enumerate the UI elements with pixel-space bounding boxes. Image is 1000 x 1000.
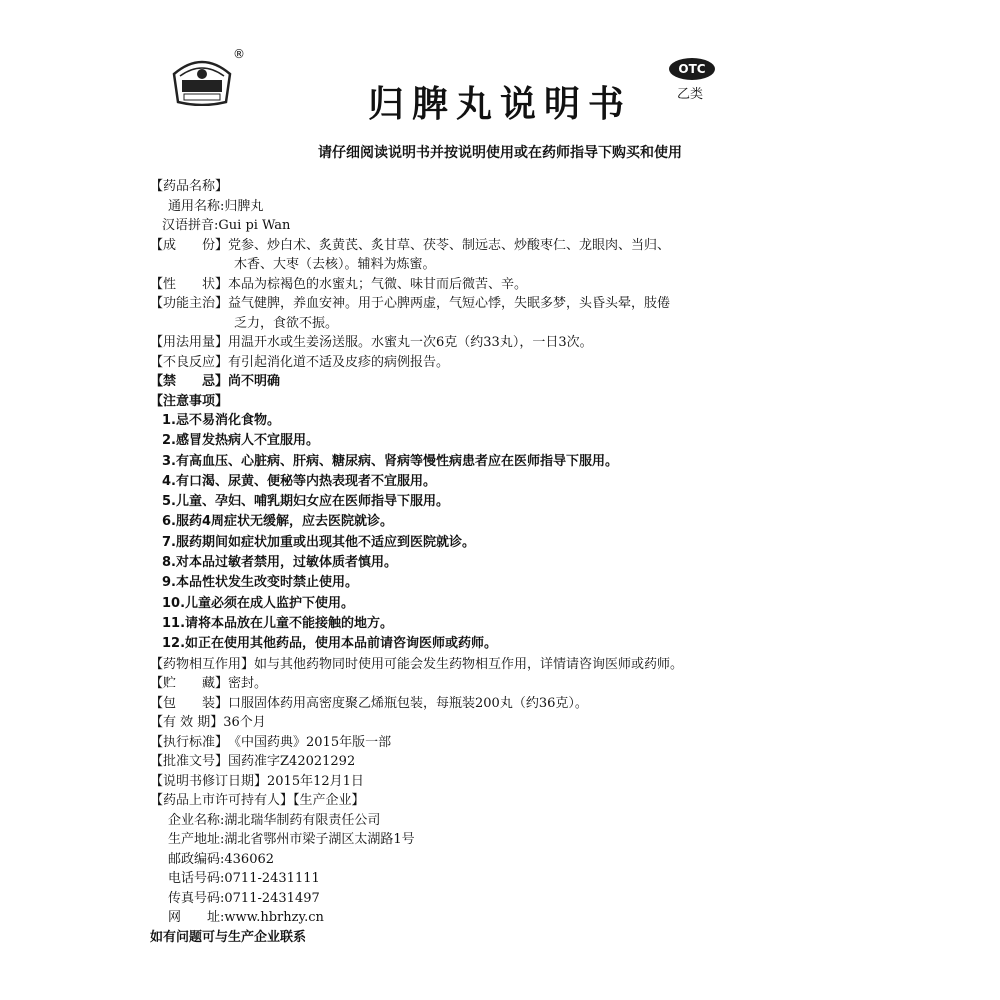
pinyin-label: 汉语拼音: [162,218,219,233]
indications-label: 【功能主治】 [150,296,229,311]
contraindications-label: 【禁 忌】 [150,374,229,389]
package-label: 【包 装】 [150,695,229,711]
precaution-item: 9.本品性状发生改变时禁止使用。 [162,575,358,591]
fax-row [150,889,800,909]
postal-row [150,850,800,870]
drug-name-heading: 【药品名称】 [150,179,229,194]
phone-label: 电话号码: [168,871,225,887]
fax-label: 传真号码: [168,890,225,906]
company-value: 湖北瑞华制药有限责任公司 [224,812,381,828]
precaution-item: 3.有高血压、心脏病、肝病、糖尿病、肾病等慢性病患者应在医师指导下服用。 [162,453,618,469]
package-text: 口服固体药用高密度聚乙烯瓶包装，每瓶装200丸（约36克）。 [228,695,588,711]
description-text: 本品为棕褐色的水蜜丸；气微、味甘而后微苦、辛。 [228,276,528,292]
revision-text: 2015年12月1日 [267,773,364,789]
contraindications-text: 尚不明确 [228,374,281,389]
company-row [150,811,800,831]
manufacturer-heading: 【药品上市许可持有人】【生产企业】 [150,793,365,809]
storage-row [150,674,800,694]
adverse-text: 有引起消化道不适及皮疹的病例报告。 [228,354,450,370]
precautions-list [150,411,800,655]
website-value: www.hbrhzy.cn [224,910,324,926]
approval-row [150,752,800,772]
common-name-label: 通用名称: [168,198,225,214]
indications-line2: 乏力，食欲不振。 [234,315,339,331]
dosage-text: 用温开水或生姜汤送服。水蜜丸一次6克（约33丸），一日3次。 [228,335,593,350]
interactions-label: 【药物相互作用】 [150,656,255,672]
pinyin-row [150,216,800,236]
reading-advice: 请仔细阅读说明书并按说明使用或在药师指导下购买和使用 [318,145,682,161]
precaution-item: 5.儿童、孕妇、哺乳期妇女应在医师指导下服用。 [162,494,449,510]
otc-class: 乙类 [677,87,704,102]
common-name-value: 归脾丸 [224,198,264,214]
address-value: 湖北省鄂州市梁子湖区太湖路1号 [224,832,415,848]
revision-label: 【说明书修订日期】 [150,773,268,789]
interactions-row [150,655,800,675]
description-label: 【性 状】 [150,276,229,292]
precaution-item: 11.请将本品放在儿童不能接触的地方。 [162,615,394,631]
standard-text: 《中国药典》2015年版一部 [228,734,392,750]
pinyin-value: Gui pi Wan [218,218,291,233]
dosage-label: 【用法用量】 [150,335,229,350]
otc-badge: OTC [669,58,715,80]
package-row [150,694,800,714]
company-label: 企业名称: [168,812,225,828]
common-name-row [150,197,800,217]
precaution-item: 12.如正在使用其他药品，使用本品前请咨询医师或药师。 [162,636,498,652]
ingredients-line1: 党参、炒白术、炙黄芪、炙甘草、茯苓、制远志、炒酸枣仁、龙眼肉、当归、 [228,237,671,253]
validity-row [150,713,800,733]
postal-label: 邮政编码: [168,851,225,867]
website-row [150,908,800,928]
address-row [150,830,800,850]
ingredients-row [150,236,800,256]
ingredients-label: 【成 份】 [150,237,229,253]
document-title: 归脾丸说明书 [367,84,632,125]
standard-label: 【执行标准】 [150,734,229,750]
approval-label: 【批准文号】 [150,754,229,770]
precaution-item: 10.儿童必须在成人监护下使用。 [162,595,355,611]
validity-label: 【有 效 期】 [150,715,224,731]
validity-text: 36个月 [223,715,266,731]
approval-text: 国药准字Z42021292 [228,754,356,770]
indications-line1: 益气健脾，养血安神。用于心脾两虚，气短心悸，失眠多梦，头昏头晕，肢倦 [228,296,671,311]
precaution-item: 4.有口渴、尿黄、便秘等内热表现者不宜服用。 [162,473,436,489]
fax-value: 0711-2431497 [224,890,320,906]
adverse-label: 【不良反应】 [150,354,229,370]
precaution-item: 1.忌不易消化食物。 [162,413,280,428]
precaution-item: 6.服药4周症状无缓解，应去医院就诊。 [162,514,394,530]
revision-row [150,772,800,792]
phone-value: 0711-2431111 [224,871,320,887]
address-label: 生产地址: [168,832,225,848]
standard-row [150,733,800,753]
dosage-row [150,333,800,353]
leaflet-body [150,177,800,947]
storage-label: 【贮 藏】 [150,676,229,692]
postal-value: 436062 [224,851,275,867]
precaution-item: 2.感冒发热病人不宜服用。 [162,433,319,449]
website-label: 网 址: [168,910,225,926]
description-row [150,275,800,295]
precaution-item: 7.服药期间如症状加重或出现其他不适应到医院就诊。 [162,534,475,550]
storage-text: 密封。 [228,676,268,692]
precautions-heading: 【注意事项】 [150,393,229,409]
phone-row [150,869,800,889]
contraindications-row [150,372,800,392]
adverse-row [150,353,800,373]
interactions-text: 如与其他药物同时使用可能会发生药物相互作用，详情请咨询医师或药师。 [254,656,684,672]
contact-note: 如有问题可与生产企业联系 [150,929,307,945]
registered-trademark: ® [233,47,245,61]
indications-row [150,294,800,314]
precaution-item: 8.对本品过敏者禁用，过敏体质者慎用。 [162,555,397,571]
ingredients-line2: 木香、大枣（去核）。辅料为炼蜜。 [234,257,436,272]
